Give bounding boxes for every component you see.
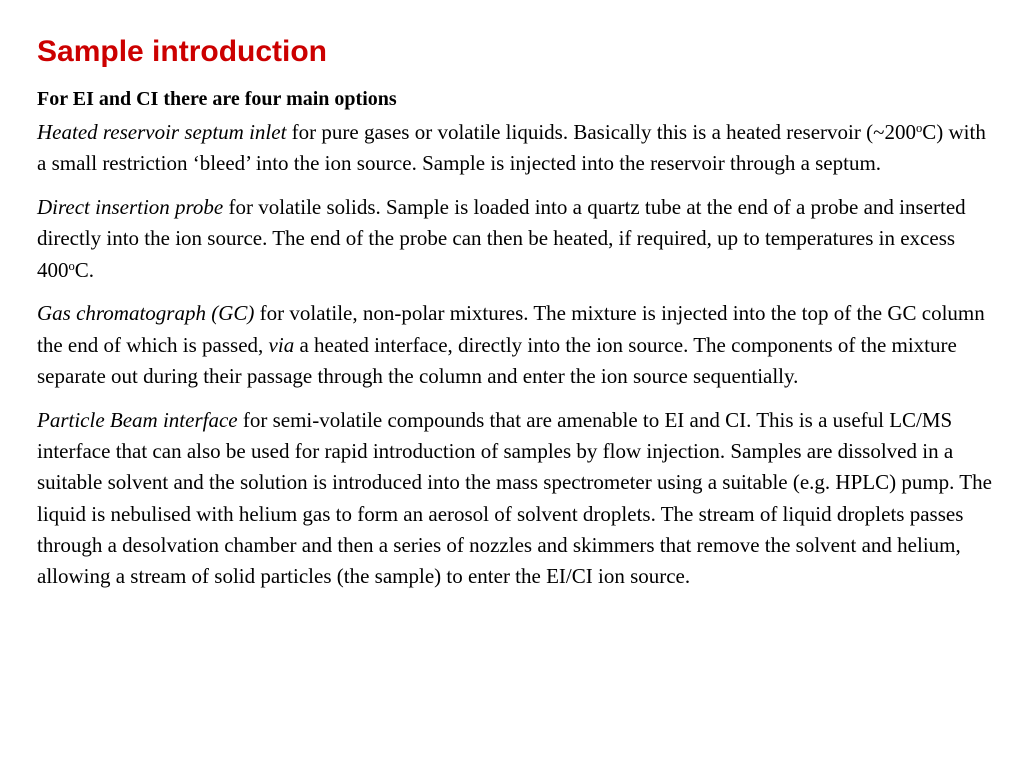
term-heated-reservoir: Heated reservoir septum inlet [37, 120, 287, 144]
paragraph-direct-insertion-probe [37, 192, 992, 286]
paragraph-text: for semi-volatile compounds that are amenable to EI and CI. This is a useful LC/MS interface that can also be used for rapid introduction of samples by flow injection. Samples are dissolved in a suitable solvent and the solution is introduced into the mass spectrometer using a suitable (e.g. HPLC) pump. The liquid is nebulised with helium gas to form an aerosol of solvent droplets. The stream of liquid droplets passes through a desolvation chamber and then a series of nozzles and skimmers that remove the solvent and helium, allowing a stream of solid particles (the sample) to enter the EI/CI ion source. [37, 407, 992, 589]
degree-superscript: o [915, 121, 923, 136]
paragraph-heated-reservoir [37, 117, 992, 180]
paragraph-text: for volatile, non-polar mixtures. The mixture is injected into the top of the GC column the end of which is passed, [37, 301, 985, 357]
via-italic: via [268, 332, 295, 357]
paragraph-text: for pure gases or volatile liquids. Basically this is a heated reservoir (~200 [286, 120, 916, 144]
term-gas-chromatograph: Gas chromatograph (GC) [37, 301, 255, 326]
slide-content [37, 32, 992, 593]
paragraph-text: C) with a small restriction ‘bleed’ into the ion source. Sample is injected into the reservoir through a septum. [37, 120, 986, 176]
paragraph-text: for volatile solids. Sample is loaded into a quartz tube at the end of a probe and inserted directly into the ion source. The end of the probe can then be heated, if required, up to temperatures in excess 400 [37, 195, 966, 282]
paragraph-gas-chromatograph [37, 298, 992, 392]
slide-title: Sample introduction [37, 35, 328, 68]
term-particle-beam: Particle Beam interface [37, 407, 238, 432]
paragraph-particle-beam [37, 405, 992, 593]
paragraph-text: C. [74, 257, 95, 282]
term-direct-insertion-probe: Direct insertion probe [37, 195, 224, 220]
degree-superscript: o [68, 258, 75, 273]
paragraph-text: a heated interface, directly into the ion source. The components of the mixture separate out during their passage through the column and enter the ion source sequentially. [37, 332, 957, 389]
slide-subtitle: For EI and CI there are four main options [37, 88, 397, 110]
